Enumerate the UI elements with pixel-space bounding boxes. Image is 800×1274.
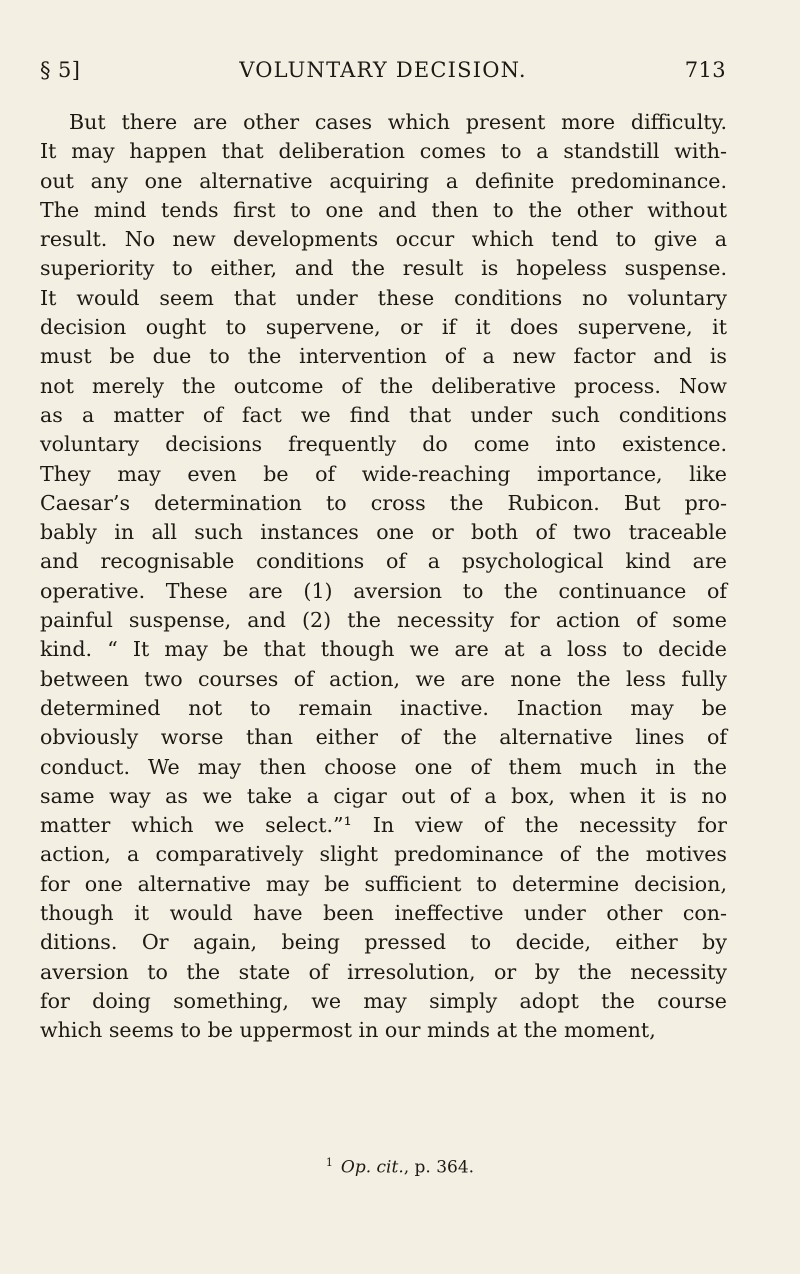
text-line: superiority to either, and the result is hopeless suspense.: [40, 256, 727, 281]
footnote-reference: , p. 364.: [403, 1157, 475, 1178]
text-line: decision ought to supervene, or if it does supervene, it: [40, 315, 727, 340]
text-line: result. No new developments occur which tend to give a: [40, 227, 727, 252]
text-line: must be due to the intervention of a new factor and is: [40, 344, 727, 369]
page-number: 713: [684, 58, 726, 82]
text-line: and recognisable conditions of a psychological kind are: [40, 549, 727, 574]
text-line: out any one alternative acquiring a definite predominance.: [40, 168, 727, 193]
footnote: [0, 1156, 800, 1178]
text-line: same way as we take a cigar out of a box, when it is no: [40, 783, 727, 808]
text-line: painful suspense, and (2) the necessity for action of some: [40, 608, 727, 633]
text-line: action, a comparatively slight predominance of the motives: [40, 842, 727, 867]
body-paragraph: [40, 108, 727, 1046]
text-line: It may happen that deliberation comes to a standstill with-: [40, 139, 727, 164]
text-line: determined not to remain inactive. Inaction may be: [40, 695, 727, 720]
text-line: bably in all such instances one or both of two traceable: [40, 520, 727, 545]
text-line: They may even be of wide-reaching importance, like: [40, 461, 727, 486]
running-header: [40, 58, 726, 92]
text-line: not merely the outcome of the deliberative process. Now: [40, 373, 727, 398]
text-line: operative. These are (1) aversion to the continuance of: [40, 578, 727, 603]
text-line: as a matter of fact we find that under such conditions: [40, 402, 727, 427]
text-line: ditions. Or again, being pressed to decide, either by: [40, 930, 727, 955]
footnote-marker: 1: [325, 1156, 333, 1169]
text-line: for one alternative may be sufficient to determine decision,: [40, 871, 727, 896]
text-line: The mind tends first to one and then to the other without: [40, 197, 727, 222]
text-line: obviously worse than either of the alternative lines of: [40, 725, 727, 750]
text-line: matter which we select.”¹ In view of the necessity for: [40, 813, 727, 838]
text-line: though it would have been ineffective under other con-: [40, 901, 727, 926]
running-title: VOLUNTARY DECISION.: [239, 58, 527, 82]
section-marker: § 5]: [40, 58, 81, 82]
text-line: It would seem that under these conditions no voluntary: [40, 285, 727, 310]
footnote-citation: Op. cit.: [340, 1157, 404, 1178]
text-line: conduct. We may then choose one of them much in the: [40, 754, 727, 779]
text-line: kind. “ It may be that though we are at a loss to decide: [40, 637, 727, 662]
text-line: between two courses of action, we are none the less fully: [40, 666, 727, 691]
text-line: voluntary decisions frequently do come into existence.: [40, 432, 727, 457]
text-line: But there are other cases which present more difficulty.: [69, 110, 727, 134]
text-line: for doing something, we may simply adopt the course: [40, 988, 727, 1013]
text-line: which seems to be uppermost in our minds at the moment,: [40, 1018, 656, 1043]
text-line: Caesar’s determination to cross the Rubicon. But pro-: [40, 490, 727, 515]
text-line: aversion to the state of irresolution, or by the necessity: [40, 959, 727, 984]
